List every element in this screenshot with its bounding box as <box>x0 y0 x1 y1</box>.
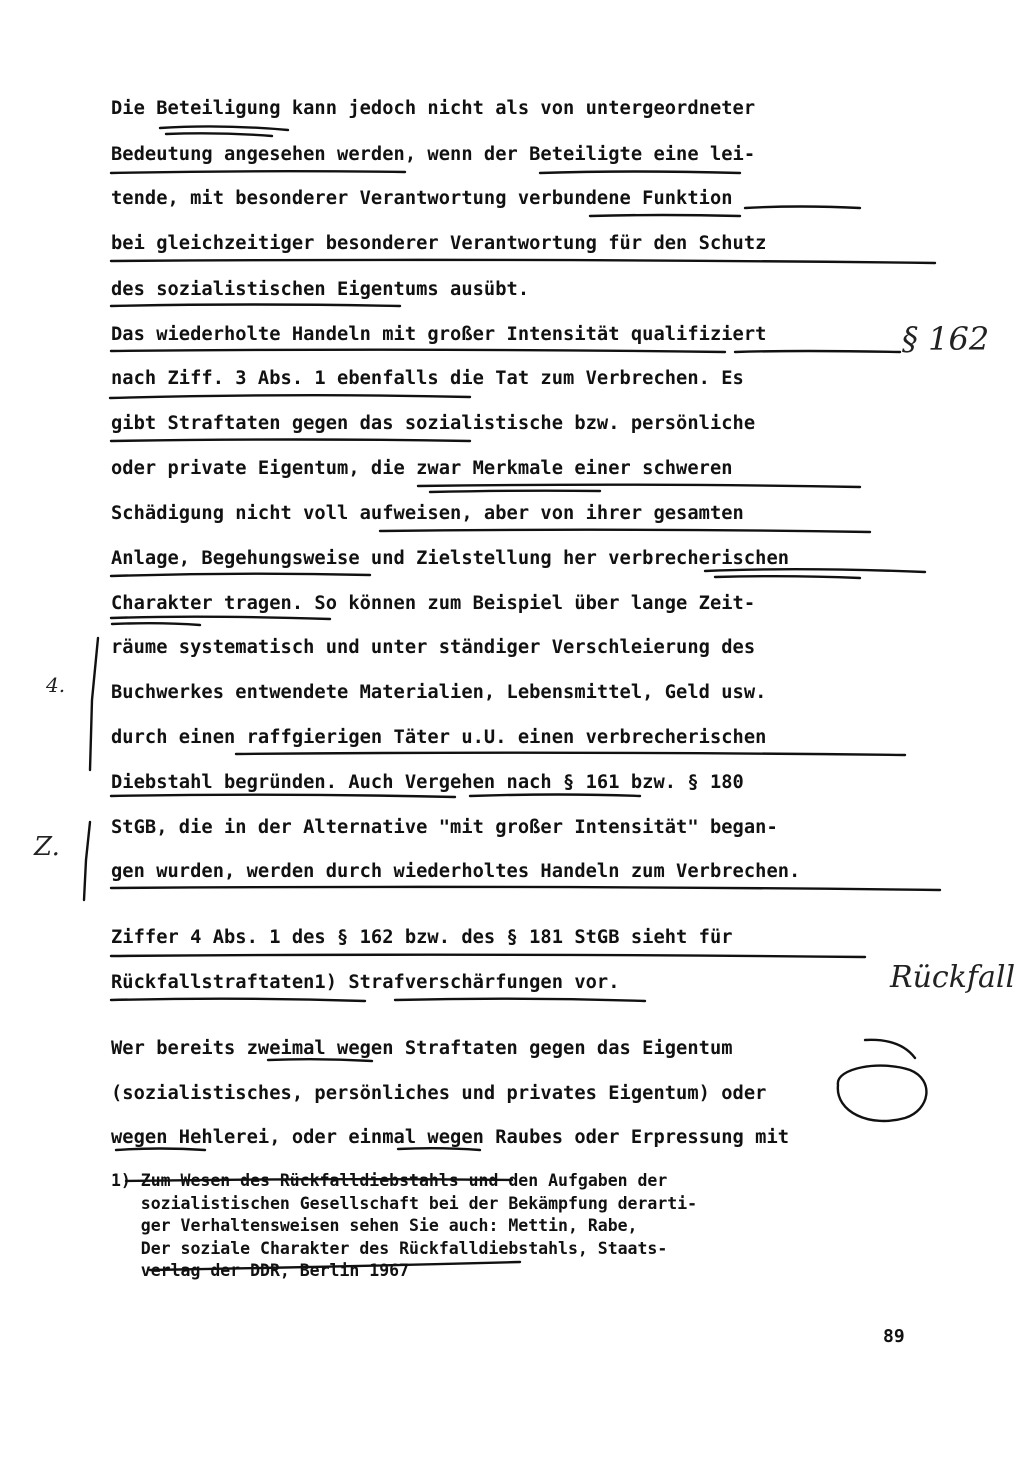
underline-mark <box>111 795 455 797</box>
underline-mark <box>111 617 330 619</box>
underline-mark <box>166 133 272 136</box>
underline-mark <box>430 491 600 492</box>
margin-mark: Z. <box>34 832 60 862</box>
body-line: Die Beteiligung kann jedoch nicht als von untergeordneter <box>111 98 756 119</box>
body-line: gibt Straftaten gegen das sozialistische bzw. persönliche <box>111 413 756 434</box>
underline-mark <box>470 795 640 797</box>
underline-mark <box>111 887 940 890</box>
underline-mark <box>111 955 865 957</box>
body-line: gen wurden, werden durch wiederholtes Handeln zum Verbrechen. <box>111 861 801 882</box>
underline-mark <box>268 1059 372 1061</box>
underline-mark <box>395 999 645 1001</box>
body-line: tende, mit besonderer Verantwortung verbundene Funktion <box>111 188 733 209</box>
body-line: Anlage, Begehungsweise und Zielstellung her verbrecherischen <box>111 548 790 569</box>
body-line: räume systematisch und unter ständiger Verschleierung des <box>111 637 756 658</box>
underline-mark <box>111 440 470 442</box>
footnote-line: Der soziale Charakter des Rückfalldiebstahls, Staats- <box>111 1239 668 1258</box>
underline-mark <box>380 530 870 532</box>
underline-mark <box>111 350 725 352</box>
body-line: Das wiederholte Handeln mit großer Intensität qualifiziert <box>111 324 767 345</box>
body-line: des sozialistischen Eigentums ausübt. <box>111 279 530 300</box>
underline-mark <box>111 999 365 1001</box>
body-line: oder private Eigentum, die zwar Merkmale einer schweren <box>111 458 733 479</box>
underline-mark <box>116 1149 205 1151</box>
underline-mark <box>735 351 900 352</box>
underline-mark <box>590 215 740 216</box>
body-line: StGB, die in der Alternative "mit großer Intensität" began- <box>111 817 778 838</box>
underline-mark <box>111 305 400 307</box>
body-line: Rückfallstraftaten1) Strafverschärfungen vor. <box>111 972 620 993</box>
body-line: durch einen raffgierigen Täter u.U. einen verbrecherischen <box>111 727 767 748</box>
body-line: Ziffer 4 Abs. 1 des § 162 bzw. des § 181 StGB sieht für <box>111 927 733 948</box>
body-line: Bedeutung angesehen werden, wenn der Beteiligte eine lei- <box>111 144 756 165</box>
underline-mark <box>110 395 470 398</box>
body-line: Schädigung nicht voll aufweisen, aber von ihrer gesamten <box>111 503 744 524</box>
body-line: wegen Hehlerei, oder einmal wegen Raubes oder Erpressung mit <box>111 1127 790 1148</box>
underline-mark <box>705 569 925 572</box>
margin-mark: 4. <box>46 673 66 697</box>
footnote-line: ger Verhaltensweisen sehen Sie auch: Mettin, Rabe, <box>111 1216 638 1235</box>
underline-mark <box>111 171 405 173</box>
page-number: 89 <box>883 1326 905 1347</box>
body-line: nach Ziff. 3 Abs. 1 ebenfalls die Tat zum Verbrechen. Es <box>111 368 744 389</box>
margin-note-section-ref: § 162 <box>902 320 990 358</box>
underline-mark <box>745 207 860 209</box>
body-line: (sozialistisches, persönliches und privates Eigentum) oder <box>111 1083 767 1104</box>
footnote-line: verlag der DDR, Berlin 1967 <box>111 1261 410 1280</box>
underline-mark <box>236 753 905 755</box>
underline-mark <box>111 260 935 263</box>
underline-mark <box>398 1148 480 1150</box>
bracket-mark <box>84 822 90 900</box>
body-line: Charakter tragen. So können zum Beispiel über lange Zeit- <box>111 593 756 614</box>
arrow-mark <box>865 1040 915 1058</box>
footnote-line: sozialistischen Gesellschaft bei der Bekämpfung derarti- <box>111 1194 698 1213</box>
footnote-line: 1) Zum Wesen des Rückfalldiebstahls und den Aufgaben der <box>111 1171 668 1190</box>
underline-mark <box>715 576 860 578</box>
underline-mark <box>111 574 370 576</box>
underline-mark <box>418 485 860 487</box>
body-line: bei gleichzeitiger besonderer Verantwortung für den Schutz <box>111 233 767 254</box>
underline-mark <box>540 172 740 174</box>
margin-note-rueckfall: Rückfall <box>890 960 1016 995</box>
body-line: Buchwerkes entwendete Materialien, Lebensmittel, Geld usw. <box>111 682 767 703</box>
underline-mark <box>112 623 200 625</box>
bracket-mark <box>90 638 98 770</box>
circle-mark <box>838 1066 927 1121</box>
underline-mark <box>160 126 288 130</box>
body-line: Wer bereits zweimal wegen Straftaten gegen das Eigentum <box>111 1038 733 1059</box>
body-line: Diebstahl begründen. Auch Vergehen nach § 161 bzw. § 180 <box>111 772 744 793</box>
